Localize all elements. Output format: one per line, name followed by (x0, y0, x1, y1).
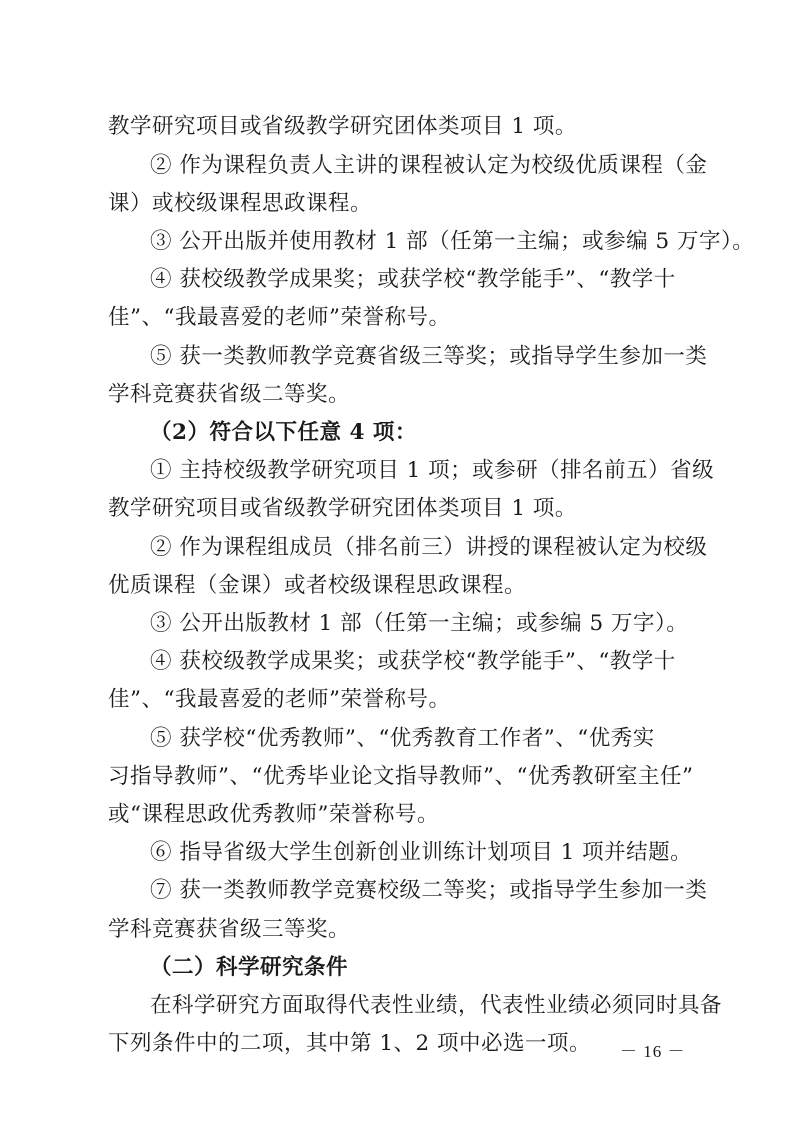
text-line-8: 学科竞赛获省级二等奖。 (108, 382, 351, 407)
text-line-1: 教学研究项目或省级教学研究团体类项目 1 项。 (108, 114, 577, 139)
text-line-6: 佳”、“我最喜爱的老师”荣誉称号。 (108, 305, 451, 330)
text-line-12: ② 作为课程组成员（排名前三）讲授的课程被认定为校级 (150, 535, 708, 560)
text-line-10: ① 主持校级教学研究项目 1 项；或参研（排名前五）省级 (150, 458, 715, 483)
text-line-17: ⑤ 获学校“优秀教师”、“优秀教育工作者”、“优秀实 (150, 726, 655, 751)
text-line-18: 习指导教师”、“优秀毕业论文指导教师”、“优秀教研室主任” (108, 764, 694, 789)
text-line-25: 下列条件中的二项，其中第 1、2 项中必选一项。 (108, 1031, 592, 1056)
text-line-16: 佳”、“我最喜爱的老师”荣誉称号。 (108, 687, 451, 712)
text-line-7: ⑤ 获一类教师教学竞赛省级三等奖；或指导学生参加一类 (150, 344, 708, 369)
text-line-14: ③ 公开出版教材 1 部（任第一主编；或参编 5 万字）。 (150, 611, 689, 636)
text-line-5: ④ 获校级教学成果奖；或获学校“教学能手”、“教学十 (150, 267, 676, 292)
text-line-22: 学科竞赛获省级三等奖。 (108, 917, 351, 942)
text-line-2: ② 作为课程负责人主讲的课程被认定为校级优质课程（金 (150, 153, 708, 178)
section-heading-2: （2）符合以下任意 4 项： (150, 420, 417, 445)
page-number: － 16 － (620, 1042, 686, 1061)
text-line-15: ④ 获校级教学成果奖；或获学校“教学能手”、“教学十 (150, 649, 676, 674)
text-line-3: 课）或校级课程思政课程。 (108, 191, 373, 216)
text-line-19: 或“课程思政优秀教师”荣誉称号。 (108, 802, 439, 827)
text-line-20: ⑥ 指导省级大学生创新创业训练计划项目 1 项并结题。 (150, 840, 693, 865)
text-line-4: ③ 公开出版并使用教材 1 部（任第一主编；或参编 5 万字）。 (150, 229, 755, 254)
text-line-13: 优质课程（金课）或者校级课程思政课程。 (108, 573, 527, 598)
text-line-11: 教学研究项目或省级教学研究团体类项目 1 项。 (108, 496, 577, 521)
text-line-21: ⑦ 获一类教师教学竞赛校级二等奖；或指导学生参加一类 (150, 878, 708, 903)
text-line-24: 在科学研究方面取得代表性业绩，代表性业绩必须同时具备 (150, 993, 723, 1018)
section-heading-science: （二）科学研究条件 (150, 955, 349, 980)
